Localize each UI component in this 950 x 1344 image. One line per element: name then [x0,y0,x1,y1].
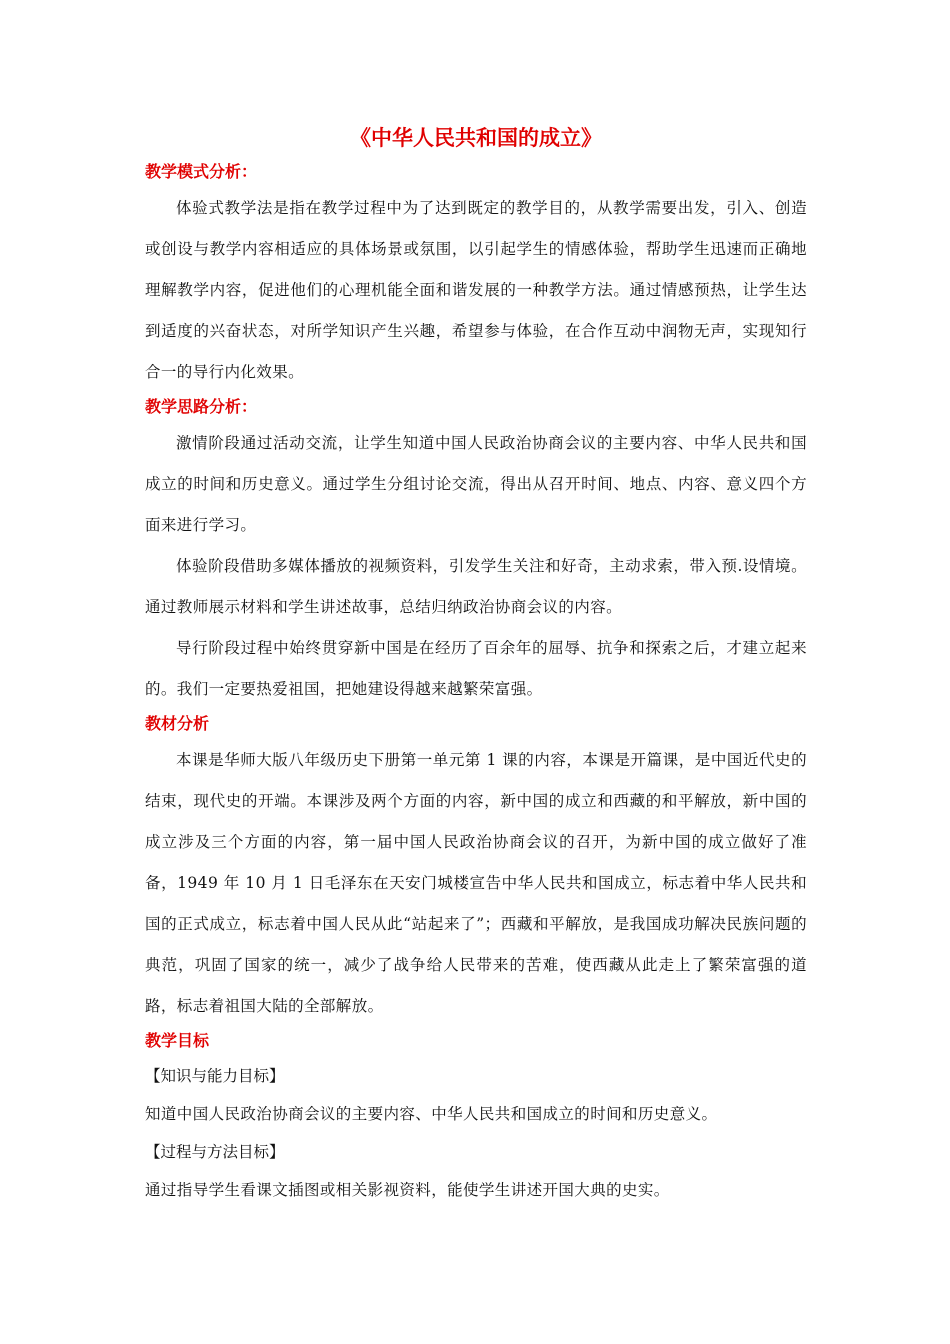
section-heading: 教学目标 [145,1031,210,1050]
section-textbook-analysis [145,712,807,1027]
document-title: 《中华人民共和国的成立》 [350,125,602,150]
section-teaching-approach [145,395,807,710]
section-teaching-mode [145,160,807,393]
paragraph: 体验式教学法是指在教学过程中为了达到既定的教学目的，从教学需要出发，引入、创造或创设与教学内容相适应的具体场景或氛围，以引起学生的情感体验，帮助学生迅速而正确地理解教学内容，促进他们的心理机能全面和谐发展的一种教学方法。通过情感预热，让学生达到适度的兴奋状态，对所学知识产生兴趣，希望参与体验，在合作互动中润物无声，实现知行合一的导行内化效果。 [145,199,807,381]
goal-label-process: 【过程与方法目标】 [145,1143,285,1161]
paragraph: 激情阶段通过活动交流，让学生知道中国人民政治协商会议的主要内容、中华人民共和国成立的时间和历史意义。通过学生分组讨论交流，得出从召开时间、地点、内容、意义四个方面来进行学习。 [145,434,807,534]
paragraph: 体验阶段借助多媒体播放的视频资料，引发学生关注和好奇，主动求索，带入预.设情境。通过教师展示材料和学生讲述故事，总结归纳政治协商会议的内容。 [145,557,807,616]
paragraph: 导行阶段过程中始终贯穿新中国是在经历了百余年的屈辱、抗争和探索之后，才建立起来的。我们一定要热爱祖国，把她建设得越来越繁荣富强。 [145,639,807,698]
section-heading: 教材分析 [145,714,210,733]
paragraph: 本课是华师大版八年级历史下册第一单元第 1 课的内容，本课是开篇课，是中国近代史的结束，现代史的开端。本课涉及两个方面的内容，新中国的成立和西藏的和平解放，新中国的成立涉及三个方面的内容，第一届中国人民政治协商会议的召开，为新中国的成立做好了准备，1949 年 10 月 1 日毛泽东在天安门城楼宣告中华人民共和国成立，标志着中华人民共和国的正式成立，标志着中国人民从此“站起来了”；西藏和平解放，是我国成功解决民族问题的典范，巩固了国家的统一，减少了战争给人民带来的苦难，使西藏从此走上了繁荣富强的道路，标志着祖国大陆的全部解放。 [145,751,807,1015]
goal-text-process: 通过指导学生看课文插图或相关影视资料，能使学生讲述开国大典的史实。 [145,1181,670,1199]
document-page [145,118,807,1209]
goal-label-knowledge: 【知识与能力目标】 [145,1067,285,1085]
section-heading: 教学模式分析： [145,162,258,181]
section-heading: 教学思路分析： [145,397,258,416]
goal-text-knowledge: 知道中国人民政治协商会议的主要内容、中华人民共和国成立的时间和历史意义。 [145,1105,718,1123]
section-teaching-goals [145,1029,807,1209]
